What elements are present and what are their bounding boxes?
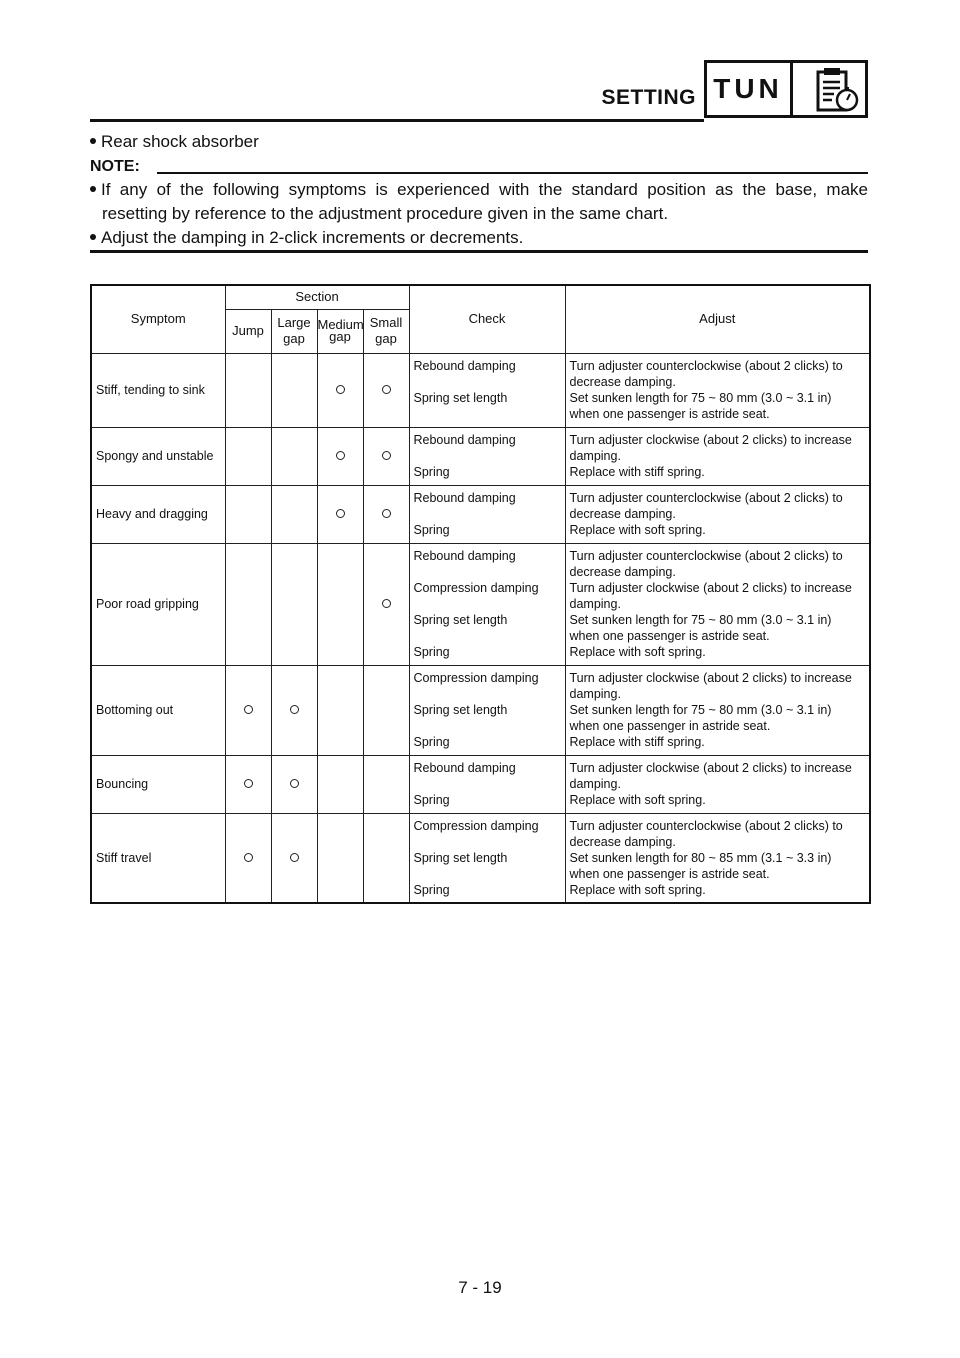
check-line: Spring set length xyxy=(413,613,508,627)
check-line xyxy=(414,596,561,612)
adjust-line: Turn adjuster clockwise (about 2 clicks) to increase xyxy=(569,761,852,775)
check-cell xyxy=(409,543,565,665)
section-mark-cell xyxy=(271,485,317,543)
check-line: Rebound damping xyxy=(413,491,516,505)
section-mark-cell xyxy=(363,543,409,665)
check-line xyxy=(414,866,561,882)
check-line xyxy=(414,564,561,580)
check-line: Rebound damping xyxy=(413,761,516,775)
check-line: Rebound damping xyxy=(413,549,516,563)
adjust-cell xyxy=(565,485,870,543)
adjust-cell xyxy=(565,543,870,665)
section-mark-cell xyxy=(317,485,363,543)
header-medium-gap: Medium gap xyxy=(317,309,363,353)
check-cell xyxy=(409,353,565,427)
adjust-line: Set sunken length for 80 ~ 85 mm (3.1 ~ 3.3 in) xyxy=(569,850,832,865)
adjust-line: when one passenger in astride seat. xyxy=(569,719,771,733)
section-mark-cell xyxy=(363,353,409,427)
check-line xyxy=(414,718,561,734)
clipboard-stopwatch-icon xyxy=(812,66,860,114)
check-line: Spring set length xyxy=(413,391,508,405)
section-mark-cell xyxy=(363,813,409,903)
section-mark-cell xyxy=(317,665,363,755)
adjust-cell xyxy=(565,427,870,485)
adjust-line: Replace with soft spring. xyxy=(569,882,706,897)
adjust-cell xyxy=(565,813,870,903)
adjust-line: Turn adjuster clockwise (about 2 clicks) to increase xyxy=(569,581,852,595)
section-mark-cell xyxy=(225,755,271,813)
section-mark-cell xyxy=(317,813,363,903)
circle-mark-icon xyxy=(336,509,345,518)
table-row xyxy=(91,813,870,903)
section-mark-cell xyxy=(225,485,271,543)
bullet-icon xyxy=(90,138,96,144)
adjust-line: Turn adjuster counterclockwise (about 2 clicks) to xyxy=(569,359,843,373)
section-mark-cell xyxy=(225,543,271,665)
check-line xyxy=(414,374,561,390)
section-mark-cell xyxy=(317,353,363,427)
check-line xyxy=(414,776,561,792)
symptom-cell: Stiff, tending to sink xyxy=(91,353,225,427)
check-cell xyxy=(409,427,565,485)
adjust-line: decrease damping. xyxy=(569,375,676,389)
check-line: Spring set length xyxy=(413,850,508,865)
check-line: Spring xyxy=(413,793,450,807)
adjust-cell xyxy=(565,755,870,813)
check-line xyxy=(414,448,561,464)
adjust-line: when one passenger is astride seat. xyxy=(569,407,770,421)
adjust-line: Turn adjuster clockwise (about 2 clicks) to increase xyxy=(569,433,852,447)
table-row xyxy=(91,543,870,665)
symptom-cell: Poor road gripping xyxy=(91,543,225,665)
section-mark-cell xyxy=(271,813,317,903)
check-cell xyxy=(409,485,565,543)
circle-mark-icon xyxy=(244,853,253,862)
symptom-cell: Stiff travel xyxy=(91,813,225,903)
adjust-line: Replace with stiff spring. xyxy=(569,465,705,479)
adjust-line: Turn adjuster counterclockwise (about 2 clicks) to xyxy=(569,549,843,563)
section-mark-cell xyxy=(271,665,317,755)
check-line: Compression damping xyxy=(413,581,539,595)
header-section: Section xyxy=(225,285,409,309)
circle-mark-icon xyxy=(336,451,345,460)
adjust-line: Replace with soft spring. xyxy=(569,523,706,537)
circle-mark-icon xyxy=(244,779,253,788)
adjust-line: damping. xyxy=(569,777,621,791)
symptom-cell: Bouncing xyxy=(91,755,225,813)
section-mark-cell xyxy=(271,427,317,485)
check-line: Spring xyxy=(413,465,450,479)
check-line: Spring xyxy=(413,882,450,897)
page-number: 7 - 19 xyxy=(458,1278,502,1297)
circle-mark-icon xyxy=(382,599,391,608)
adjust-line: Set sunken length for 75 ~ 80 mm (3.0 ~ 3.1 in) xyxy=(569,613,832,627)
circle-mark-icon xyxy=(336,385,345,394)
circle-mark-icon xyxy=(382,385,391,394)
section-mark-cell xyxy=(271,353,317,427)
section-code: TUN xyxy=(713,73,783,104)
symptom-cell: Bottoming out xyxy=(91,665,225,755)
circle-mark-icon xyxy=(290,779,299,788)
setting-table xyxy=(90,284,871,904)
check-line: Spring xyxy=(413,735,450,749)
section-mark-cell xyxy=(363,665,409,755)
bullet-icon xyxy=(90,234,96,240)
section-mark-cell xyxy=(225,813,271,903)
section-mark-cell xyxy=(225,665,271,755)
adjust-line: Turn adjuster clockwise (about 2 clicks) to increase xyxy=(569,671,852,685)
section-mark-cell xyxy=(271,755,317,813)
adjust-line: decrease damping. xyxy=(569,507,676,521)
check-line xyxy=(414,834,561,850)
header-rule xyxy=(90,119,704,122)
check-line: Spring xyxy=(413,645,450,659)
section-mark-cell xyxy=(363,755,409,813)
adjust-line: decrease damping. xyxy=(569,834,676,849)
check-line: Spring set length xyxy=(413,703,508,717)
note-item-1-line-1: If any of the following symptoms is experienced with the standard position as the base, make xyxy=(90,178,868,202)
check-line xyxy=(414,628,561,644)
adjust-line: Replace with soft spring. xyxy=(569,793,706,807)
section-mark-cell xyxy=(271,543,317,665)
header-adjust: Adjust xyxy=(565,285,870,353)
section-code-divider xyxy=(790,60,793,118)
header-symptom: Symptom xyxy=(91,285,225,353)
section-mark-cell xyxy=(225,353,271,427)
circle-mark-icon xyxy=(244,705,253,714)
check-line xyxy=(414,406,561,422)
adjust-line: Replace with stiff spring. xyxy=(569,735,705,749)
adjust-line: Set sunken length for 75 ~ 80 mm (3.0 ~ 3.1 in) xyxy=(569,703,832,717)
table-row xyxy=(91,353,870,427)
circle-mark-icon xyxy=(382,509,391,518)
subheading: Rear shock absorber xyxy=(90,130,259,154)
table-row xyxy=(91,427,870,485)
adjust-line: Turn adjuster counterclockwise (about 2 clicks) to xyxy=(569,818,843,833)
check-line: Compression damping xyxy=(413,671,539,685)
note-item-2: Adjust the damping in 2-click increments or decrements. xyxy=(90,226,868,250)
note-end-rule xyxy=(90,250,868,253)
adjust-line: damping. xyxy=(569,597,621,611)
check-line xyxy=(414,686,561,702)
note-label: NOTE: xyxy=(90,158,140,175)
adjust-line: damping. xyxy=(569,687,621,701)
table-row xyxy=(91,755,870,813)
circle-mark-icon xyxy=(290,705,299,714)
adjust-line: Turn adjuster counterclockwise (about 2 clicks) to xyxy=(569,491,843,505)
adjust-line: Set sunken length for 75 ~ 80 mm (3.0 ~ 3.1 in) xyxy=(569,391,832,405)
check-line: Rebound damping xyxy=(413,359,516,373)
circle-mark-icon xyxy=(290,853,299,862)
bullet-icon xyxy=(90,186,96,192)
symptom-cell: Heavy and dragging xyxy=(91,485,225,543)
section-mark-cell xyxy=(363,427,409,485)
section-title: SETTING xyxy=(601,86,696,109)
circle-mark-icon xyxy=(382,451,391,460)
section-mark-cell xyxy=(225,427,271,485)
adjust-cell xyxy=(565,353,870,427)
header-large-gap: Large gap xyxy=(271,309,317,353)
note-rule xyxy=(157,172,868,174)
adjust-cell xyxy=(565,665,870,755)
section-mark-cell xyxy=(317,755,363,813)
section-mark-cell xyxy=(363,485,409,543)
check-cell xyxy=(409,813,565,903)
table-row xyxy=(91,665,870,755)
adjust-line: decrease damping. xyxy=(569,565,676,579)
check-cell xyxy=(409,755,565,813)
adjust-line: when one passenger is astride seat. xyxy=(569,629,770,643)
section-mark-cell xyxy=(317,427,363,485)
header-small-gap: Small gap xyxy=(363,309,409,353)
check-line: Rebound damping xyxy=(413,433,516,447)
check-line: Spring xyxy=(413,523,450,537)
symptom-cell: Spongy and unstable xyxy=(91,427,225,485)
check-line: Compression damping xyxy=(413,818,539,833)
adjust-line: when one passenger is astride seat. xyxy=(569,866,770,881)
header-check: Check xyxy=(409,285,565,353)
note-item-1-line-2: resetting by reference to the adjustment procedure given in the same chart. xyxy=(102,204,669,223)
adjust-line: damping. xyxy=(569,449,621,463)
section-mark-cell xyxy=(317,543,363,665)
adjust-line: Replace with soft spring. xyxy=(569,645,706,659)
table-row xyxy=(91,485,870,543)
check-line xyxy=(414,506,561,522)
check-cell xyxy=(409,665,565,755)
header-jump: Jump xyxy=(225,309,271,353)
